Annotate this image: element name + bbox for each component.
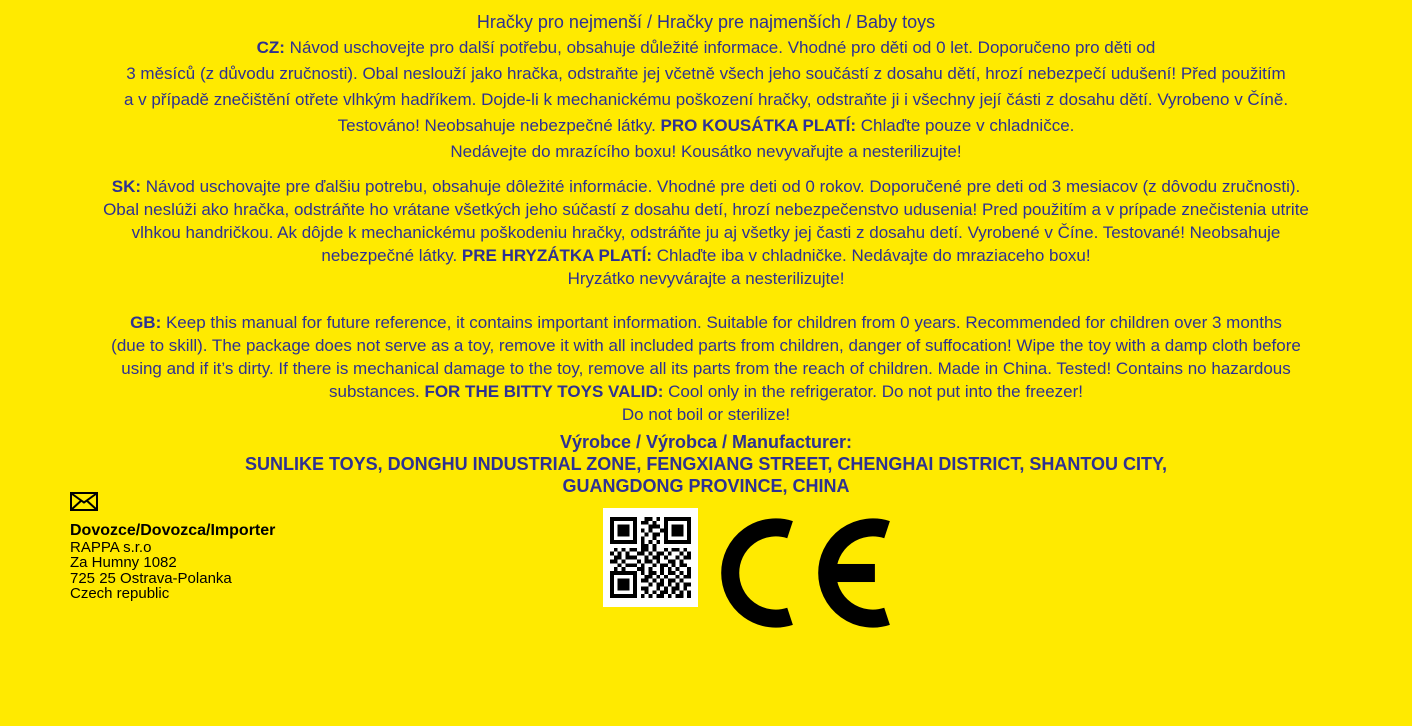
qr-code bbox=[603, 508, 698, 607]
manufacturer-section bbox=[0, 431, 1412, 497]
text-line: Testováno! Neobsahuje nebezpečné látky. PRO KOUSÁTKA PLATÍ: Chlaďte pouze v chladničce. bbox=[337, 116, 1075, 135]
envelope-icon bbox=[70, 492, 275, 515]
text-line: GB: Keep this manual for future reference, it contains important information. Suitable for children from 0 years. Recommended for children over 3 months bbox=[130, 313, 1282, 332]
text-line: SK: Návod uschovajte pre ďalšiu potrebu, obsahuje dôležité informácie. Vhodné pre deti od 0 rokov. Doporučené pre deti od 3 mesiacov (z dôvodu zručnosti). bbox=[111, 177, 1301, 196]
importer-heading: Dovozce/Dovozca/Importer bbox=[70, 521, 276, 539]
text-line: Obal neslúži ako hračka, odstráňte ho vrátane všetkých jeho súčastí z dosahu detí, hrozí nebezpečenstvo udusenia! Pred použitím a v prípade znečistenia utrite bbox=[103, 200, 1309, 219]
text-line: Nedávejte do mrazícího boxu! Kousátko nevyvařujte a nesterilizujte! bbox=[450, 142, 962, 161]
text-line: Hryzátko nevyvárajte a nesterilizujte! bbox=[567, 269, 845, 288]
text-line: substances. FOR THE BITTY TOYS VALID: Cool only in the refrigerator. Do not put into the freezer! bbox=[329, 382, 1083, 401]
text-line: Za Humny 1082 bbox=[70, 554, 177, 571]
label-title: Hračky pro nejmenší / Hračky pre najmenších / Baby toys bbox=[476, 12, 936, 32]
ce-letter-e bbox=[816, 516, 930, 630]
text-line: (due to skill). The package does not serve as a toy, remove it with all included parts from children, danger of suffocation! Wipe the toy with a damp cloth before bbox=[111, 336, 1301, 355]
text-line: Výrobce / Výrobca / Manufacturer: bbox=[559, 432, 853, 452]
text-line: RAPPA s.r.o bbox=[70, 538, 152, 556]
text-line: using and if it’s dirty. If there is mechanical damage to the toy, remove all its parts from the reach of children. Made in China. Tested! Contains no hazardous bbox=[121, 359, 1291, 378]
cz-section bbox=[0, 35, 1412, 165]
text-line: a v případě znečištění otřete vlhkým hadříkem. Dojde-li k mechanickému poškození hračky, odstraňte ji i všechny její části z dosahu dětí. Vyrobeno v Číně. bbox=[123, 90, 1289, 109]
text-line: Czech republic bbox=[70, 585, 170, 602]
text-line: CZ: Návod uschovejte pro další potřebu, obsahuje důležité informace. Vhodné pro děti od 0 let. Doporučeno pro děti od bbox=[256, 38, 1156, 57]
text-line: SUNLIKE TOYS, DONGHU INDUSTRIAL ZONE, FENGXIANG STREET, CHENGHAI DISTRICT, SHANTOU CITY, bbox=[244, 454, 1168, 474]
importer-address bbox=[70, 540, 275, 602]
text-line: Do not boil or sterilize! bbox=[621, 405, 791, 424]
text-line: GUANGDONG PROVINCE, CHINA bbox=[562, 476, 850, 496]
label-text-column bbox=[0, 9, 1412, 497]
ce-mark bbox=[719, 516, 931, 630]
gb-section bbox=[0, 311, 1412, 426]
text-line: 725 25 Ostrava-Polanka bbox=[70, 569, 232, 587]
importer-block bbox=[70, 492, 275, 602]
sk-section bbox=[0, 175, 1412, 290]
text-line: nebezpečné látky. PRE HRYZÁTKA PLATÍ: Chlaďte iba v chladničke. Nedávajte do mraziaceho boxu! bbox=[321, 246, 1091, 265]
text-line: vlhkou handričkou. Ak dôjde k mechanickému poškodeniu hračky, odstráňte ju aj všetky jej časti z dosahu detí. Vyrobené v Číne. Testované! Neobsahuje bbox=[131, 223, 1281, 242]
text-line: 3 měsíců (z důvodu zručnosti). Obal neslouží jako hračka, odstraňte jej včetně všech jeho součástí z dosahu dětí, hrozí nebezpečí udušení! Před použitím bbox=[126, 64, 1286, 83]
